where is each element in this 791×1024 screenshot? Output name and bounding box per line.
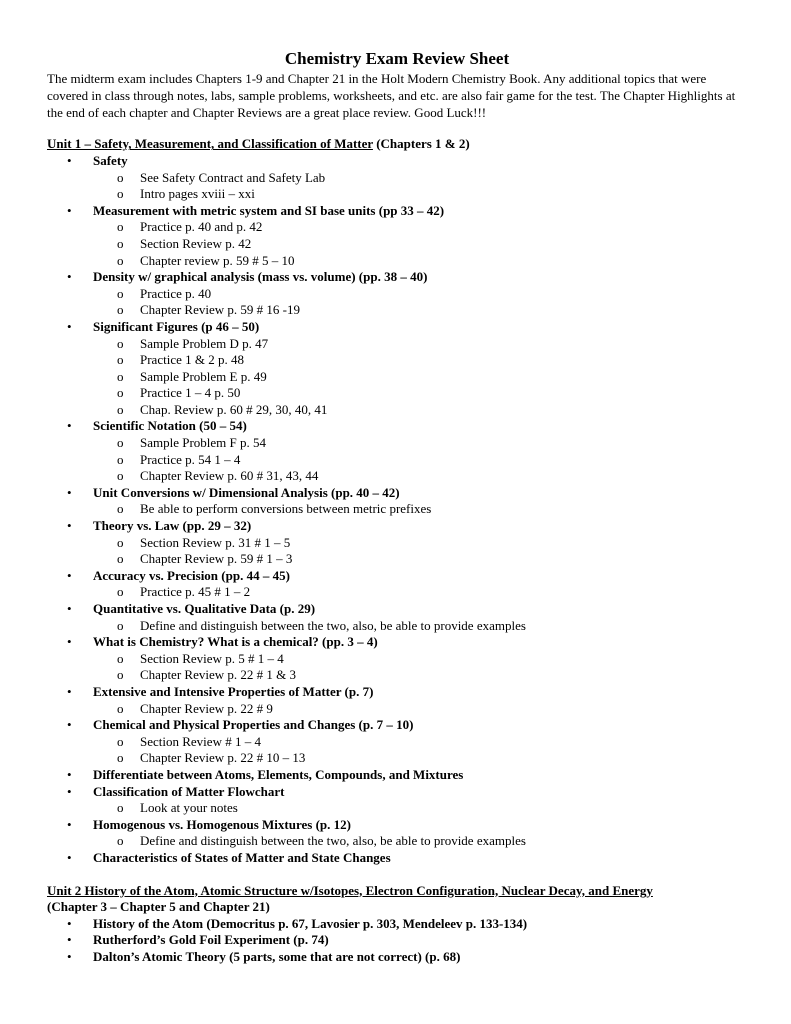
- topic-label: Measurement with metric system and SI base units (pp 33 – 42): [93, 202, 445, 218]
- subtopic-item: [47, 833, 747, 850]
- circle-bullet-icon: o: [117, 302, 124, 318]
- subtopic-item: [47, 551, 747, 568]
- subtopic-label: Section Review p. 42: [140, 235, 252, 251]
- topic-label: Safety: [93, 152, 128, 168]
- circle-bullet-icon: o: [117, 617, 124, 633]
- subtopic-item: [47, 253, 747, 270]
- topic-item: [47, 485, 747, 518]
- subtopic-list: [93, 336, 747, 419]
- subtopic-list: [93, 584, 747, 601]
- circle-bullet-icon: o: [117, 401, 124, 417]
- circle-bullet-icon: o: [117, 435, 124, 451]
- bullet-icon: •: [67, 948, 72, 964]
- subtopic-item: [47, 170, 747, 187]
- topic-label: Differentiate between Atoms, Elements, Compounds, and Mixtures: [93, 766, 464, 782]
- circle-bullet-icon: o: [117, 800, 124, 816]
- topic-item: [47, 203, 747, 269]
- subtopic-label: Section Review p. 5 # 1 – 4: [140, 650, 284, 666]
- unit2-heading-title: Unit 2 History of the Atom, Atomic Structure w/Isotopes, Electron Configuration, Nuclear Decay, and Energy: [47, 882, 653, 898]
- topic-item: [47, 634, 747, 684]
- subtopic-item: [47, 219, 747, 236]
- circle-bullet-icon: o: [117, 451, 124, 467]
- topic-label: Significant Figures (p 46 – 50): [93, 318, 260, 334]
- subtopic-list: [93, 734, 747, 767]
- subtopic-list: [93, 800, 747, 817]
- subtopic-label: Define and distinguish between the two, also, be able to provide examples: [140, 833, 526, 849]
- subtopic-list: [93, 701, 747, 718]
- topic-item: [47, 518, 747, 568]
- subtopic-item: [47, 734, 747, 751]
- bullet-icon: •: [67, 816, 72, 832]
- topic-label: Theory vs. Law (pp. 29 – 32): [93, 518, 252, 534]
- subtopic-label: Sample Problem F p. 54: [140, 435, 267, 451]
- topic-item: [47, 949, 747, 966]
- page-title: Chemistry Exam Review Sheet: [284, 49, 510, 68]
- bullet-icon: •: [67, 484, 72, 500]
- subtopic-item: [47, 667, 747, 684]
- topic-item: [47, 418, 747, 484]
- topic-label: History of the Atom (Democritus p. 67, Lavosier p. 303, Mendeleev p. 133-134): [93, 915, 528, 931]
- subtopic-item: [47, 800, 747, 817]
- topic-label: Classification of Matter Flowchart: [93, 783, 285, 799]
- subtopic-label: Chapter Review p. 59 # 16 -19: [140, 302, 300, 318]
- circle-bullet-icon: o: [117, 186, 124, 202]
- subtopic-label: Chapter Review p. 22 # 1 & 3: [140, 667, 296, 683]
- topic-item: [47, 568, 747, 601]
- topic-label: Chemical and Physical Properties and Changes (p. 7 – 10): [93, 717, 414, 733]
- subtopic-list: [93, 651, 747, 684]
- circle-bullet-icon: o: [117, 368, 124, 384]
- topic-item: [47, 784, 747, 817]
- circle-bullet-icon: o: [117, 285, 124, 301]
- subtopic-item: [47, 336, 747, 353]
- topic-item: [47, 153, 747, 203]
- topic-label: Characteristics of States of Matter and State Changes: [93, 849, 391, 865]
- subtopic-item: [47, 535, 747, 552]
- subtopic-label: See Safety Contract and Safety Lab: [140, 169, 326, 185]
- bullet-icon: •: [67, 849, 72, 865]
- unit1-heading-chapters: (Chapters 1 & 2): [372, 136, 470, 152]
- topic-label: Homogenous vs. Homogenous Mixtures (p. 12): [93, 816, 351, 832]
- subtopic-label: Sample Problem D p. 47: [140, 335, 269, 351]
- bullet-icon: •: [67, 152, 72, 168]
- topic-item: [47, 767, 747, 784]
- circle-bullet-icon: o: [117, 833, 124, 849]
- topic-item: [47, 269, 747, 319]
- circle-bullet-icon: o: [117, 385, 124, 401]
- subtopic-label: Chapter review p. 59 # 5 – 10: [140, 252, 295, 268]
- unit1-topic-list: [47, 153, 747, 867]
- topic-item: [47, 916, 747, 933]
- subtopic-list: [93, 219, 747, 269]
- subtopic-label: Chapter Review p. 60 # 31, 43, 44: [140, 468, 319, 484]
- subtopic-label: Practice p. 40: [140, 285, 212, 301]
- subtopic-list: [93, 286, 747, 319]
- topic-item: [47, 932, 747, 949]
- topic-label: What is Chemistry? What is a chemical? (pp. 3 – 4): [93, 634, 378, 650]
- topic-label: Extensive and Intensive Properties of Matter (p. 7): [93, 683, 374, 699]
- bullet-icon: •: [67, 717, 72, 733]
- circle-bullet-icon: o: [117, 468, 124, 484]
- bullet-icon: •: [67, 683, 72, 699]
- subtopic-item: [47, 750, 747, 767]
- subtopic-label: Practice p. 54 1 – 4: [140, 451, 241, 467]
- circle-bullet-icon: o: [117, 551, 124, 567]
- subtopic-list: [93, 618, 747, 635]
- unit2-topic-list: [47, 916, 747, 966]
- subtopic-item: [47, 186, 747, 203]
- circle-bullet-icon: o: [117, 700, 124, 716]
- bullet-icon: •: [67, 932, 72, 948]
- subtopic-item: [47, 236, 747, 253]
- subtopic-item: [47, 402, 747, 419]
- subtopic-item: [47, 385, 747, 402]
- unit1-heading: [47, 136, 747, 153]
- subtopic-list: [93, 535, 747, 568]
- subtopic-item: [47, 701, 747, 718]
- topic-label: Rutherford’s Gold Foil Experiment (p. 74): [93, 932, 329, 948]
- topic-label: Scientific Notation (50 – 54): [93, 418, 247, 434]
- circle-bullet-icon: o: [117, 733, 124, 749]
- topic-item: [47, 319, 747, 419]
- intro-paragraph: The midterm exam includes Chapters 1-9 and Chapter 21 in the Holt Modern Chemistry Book. Any additional topics that were covered in class through notes, labs, sample problems, worksheets, and etc. are also fair game for the test. The Chapter Highlights at the end of each chapter and Chapter Reviews are a great place review. Good Luck!!!: [47, 71, 736, 120]
- circle-bullet-icon: o: [117, 252, 124, 268]
- circle-bullet-icon: o: [117, 235, 124, 251]
- subtopic-item: [47, 369, 747, 386]
- topic-item: [47, 817, 747, 850]
- subtopic-list: [93, 170, 747, 203]
- subtopic-label: Chapter Review p. 22 # 9: [140, 700, 273, 716]
- subtopic-item: [47, 286, 747, 303]
- subtopic-label: Practice 1 – 4 p. 50: [140, 385, 241, 401]
- bullet-icon: •: [67, 418, 72, 434]
- subtopic-item: [47, 468, 747, 485]
- subtopic-item: [47, 618, 747, 635]
- bullet-icon: •: [67, 634, 72, 650]
- unit2-heading: [47, 883, 747, 916]
- circle-bullet-icon: o: [117, 667, 124, 683]
- unit1-heading-title: Unit 1 – Safety, Measurement, and Classification of Matter: [47, 136, 373, 152]
- subtopic-item: [47, 435, 747, 452]
- circle-bullet-icon: o: [117, 750, 124, 766]
- circle-bullet-icon: o: [117, 335, 124, 351]
- subtopic-label: Chap. Review p. 60 # 29, 30, 40, 41: [140, 401, 328, 417]
- topic-item: [47, 684, 747, 717]
- subtopic-item: [47, 302, 747, 319]
- subtopic-list: [93, 435, 747, 485]
- bullet-icon: •: [67, 202, 72, 218]
- bullet-icon: •: [67, 601, 72, 617]
- topic-label: Unit Conversions w/ Dimensional Analysis (pp. 40 – 42): [93, 484, 400, 500]
- subtopic-label: Be able to perform conversions between metric prefixes: [140, 501, 432, 517]
- circle-bullet-icon: o: [117, 650, 124, 666]
- unit2-heading-chapters: (Chapter 3 – Chapter 5 and Chapter 21): [47, 899, 270, 915]
- subtopic-label: Chapter Review p. 22 # 10 – 13: [140, 750, 306, 766]
- circle-bullet-icon: o: [117, 584, 124, 600]
- topic-label: Dalton’s Atomic Theory (5 parts, some that are not correct) (p. 68): [93, 948, 461, 964]
- circle-bullet-icon: o: [117, 352, 124, 368]
- bullet-icon: •: [67, 766, 72, 782]
- topic-label: Accuracy vs. Precision (pp. 44 – 45): [93, 567, 290, 583]
- subtopic-item: [47, 501, 747, 518]
- topic-label: Density w/ graphical analysis (mass vs. volume) (pp. 38 – 40): [93, 269, 428, 285]
- subtopic-label: Intro pages xviii – xxi: [140, 186, 255, 202]
- subtopic-label: Chapter Review p. 59 # 1 – 3: [140, 551, 293, 567]
- circle-bullet-icon: o: [117, 219, 124, 235]
- subtopic-label: Practice p. 40 and p. 42: [140, 219, 263, 235]
- bullet-icon: •: [67, 915, 72, 931]
- bullet-icon: •: [67, 269, 72, 285]
- subtopic-item: [47, 452, 747, 469]
- circle-bullet-icon: o: [117, 169, 124, 185]
- subtopic-list: [93, 501, 747, 518]
- bullet-icon: •: [67, 518, 72, 534]
- subtopic-item: [47, 584, 747, 601]
- subtopic-label: Section Review p. 31 # 1 – 5: [140, 534, 291, 550]
- bullet-icon: •: [67, 318, 72, 334]
- subtopic-label: Practice p. 45 # 1 – 2: [140, 584, 251, 600]
- topic-item: [47, 601, 747, 634]
- bullet-icon: •: [67, 567, 72, 583]
- subtopic-item: [47, 352, 747, 369]
- topic-label: Quantitative vs. Qualitative Data (p. 29): [93, 601, 316, 617]
- subtopic-item: [47, 651, 747, 668]
- bullet-icon: •: [67, 783, 72, 799]
- subtopic-list: [93, 833, 747, 850]
- topic-item: [47, 850, 747, 867]
- topic-item: [47, 717, 747, 767]
- subtopic-label: Sample Problem E p. 49: [140, 368, 267, 384]
- subtopic-label: Practice 1 & 2 p. 48: [140, 352, 244, 368]
- subtopic-label: Section Review # 1 – 4: [140, 733, 261, 749]
- subtopic-label: Define and distinguish between the two, also, be able to provide examples: [140, 617, 526, 633]
- document-page: [47, 48, 747, 965]
- circle-bullet-icon: o: [117, 501, 124, 517]
- circle-bullet-icon: o: [117, 534, 124, 550]
- subtopic-label: Look at your notes: [140, 800, 238, 816]
